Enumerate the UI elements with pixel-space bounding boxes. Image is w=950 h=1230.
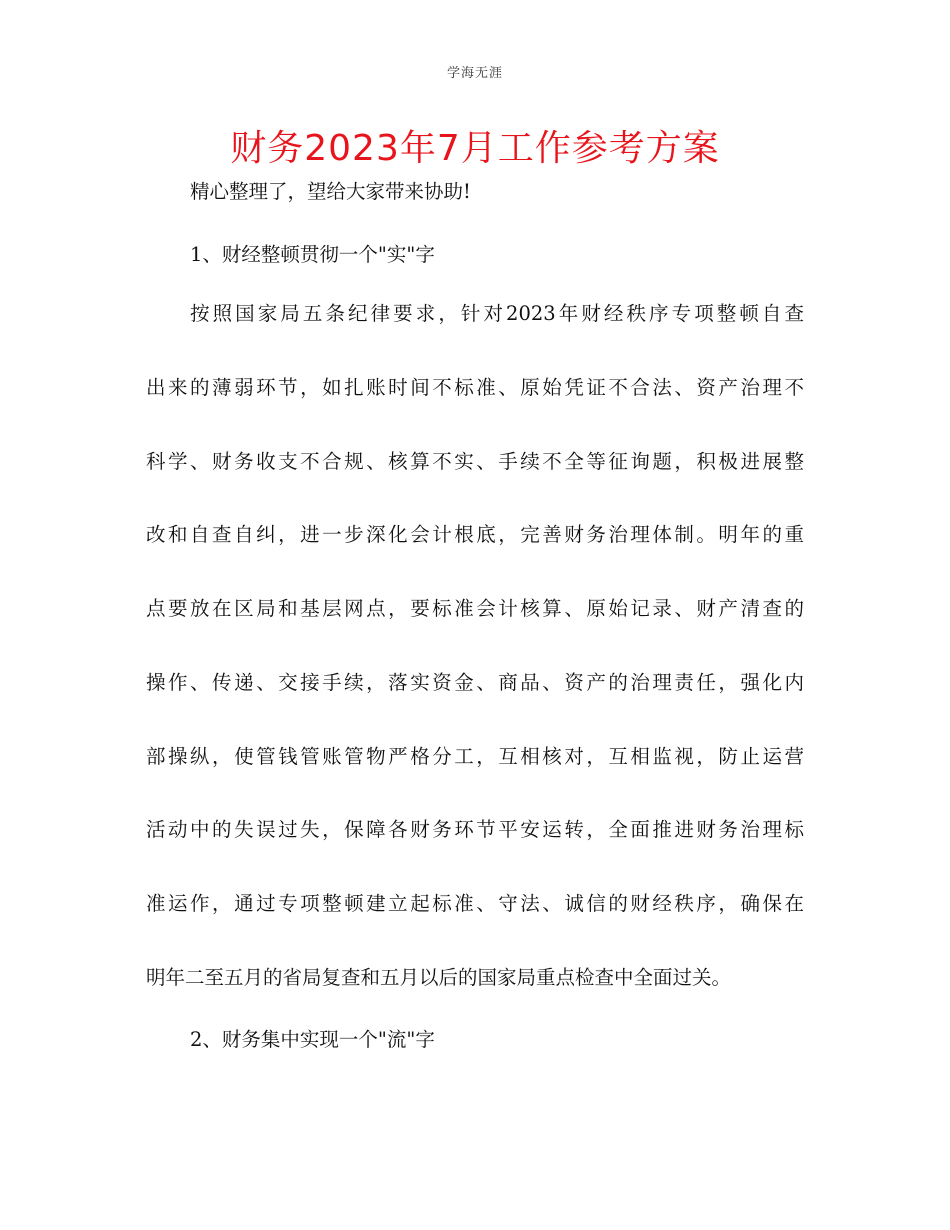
section-1-line-4: 改和自查自纠，进一步深化会计根底，完善财务治理体制。明年的重 [146, 523, 804, 546]
intro-paragraph: 精心整理了，望给大家带来协助! [190, 180, 471, 203]
section-1-line-10: 明年二至五月的省局复查和五月以后的国家局重点检查中全面过关。 [146, 966, 732, 989]
section-1-line-2: 出来的薄弱环节，如扎账时间不标准、原始凭证不合法、资产治理不 [146, 376, 804, 399]
section-1-line-6: 操作、传递、交接手续，落实资金、商品、资产的治理责任，强化内 [146, 671, 804, 694]
page-header: 学海无涯 [446, 66, 503, 81]
section-1-line-3: 科学、财务收支不合规、核算不实、手续不全等征询题，积极进展整 [146, 450, 804, 473]
section-1-heading: 1、财经整顿贯彻一个"实"字 [190, 243, 435, 266]
section-2-heading: 2、财务集中实现一个"流"字 [190, 1028, 435, 1051]
section-1-line-9: 准运作，通过专项整顿建立起标准、守法、诚信的财经秩序，确保在 [146, 892, 804, 915]
section-1-line-5: 点要放在区局和基层网点，要标准会计核算、原始记录、财产清查的 [146, 597, 804, 620]
document-title: 财务2023年7月工作参考方案 [230, 128, 720, 169]
section-1-line-8: 活动中的失误过失，保障各财务环节平安运转，全面推进财务治理标 [146, 818, 804, 841]
section-1-line-7: 部操纵，使管钱管账管物严格分工，互相核对，互相监视，防止运营 [146, 745, 804, 768]
section-1-line-1: 按照国家局五条纪律要求，针对2023年财经秩序专项整顿自查 [190, 302, 804, 325]
